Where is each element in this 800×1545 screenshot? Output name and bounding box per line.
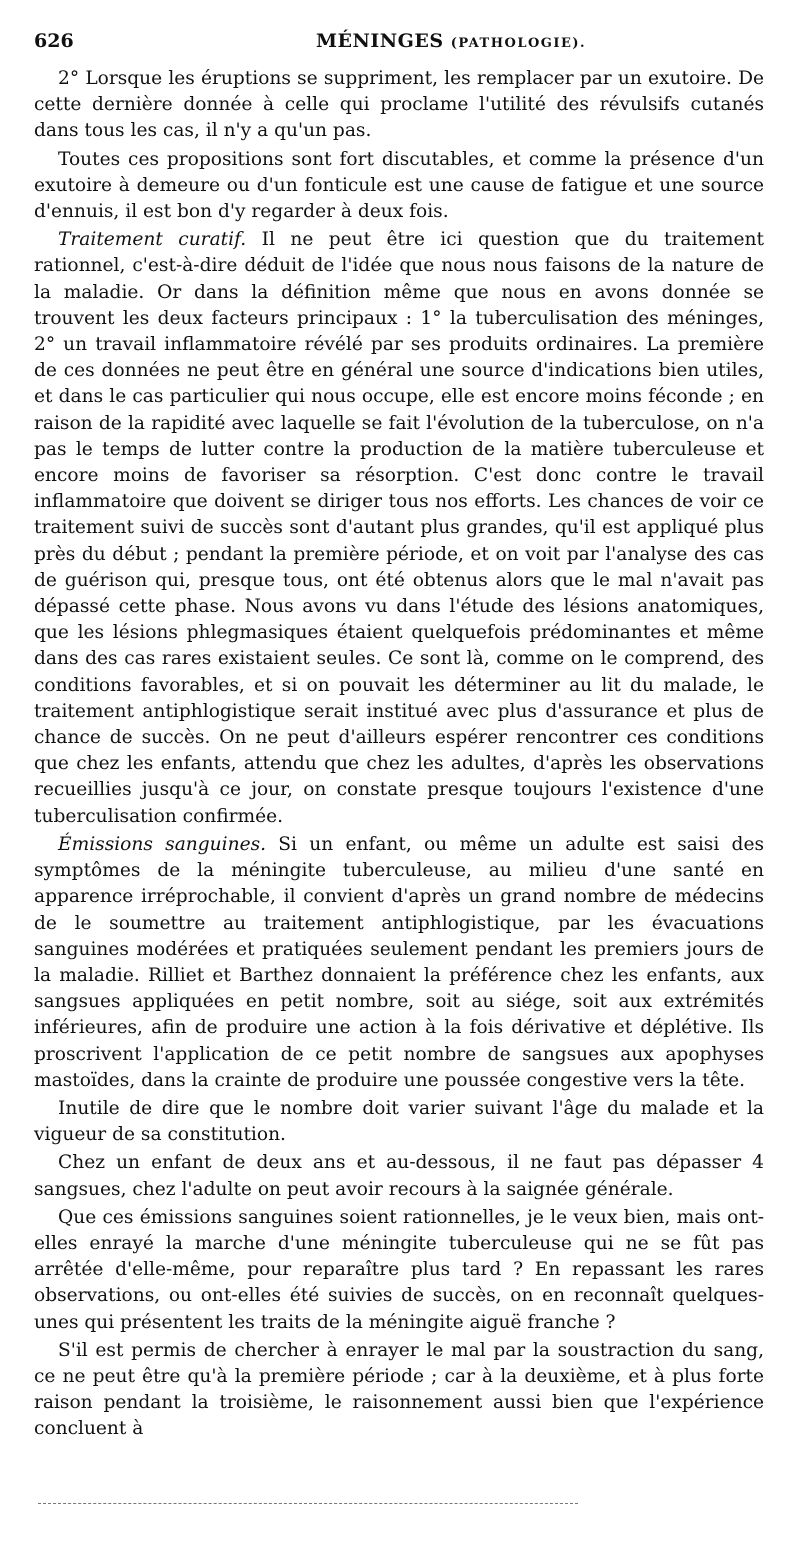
paragraph-text: Si un enfant, ou même un adulte est saisi des symptômes de la méningite tuberculeuse, au milieu d'une santé en apparence irréprochable, il convient d'après un grand nombre de médecins de le soumettre au traitement antiphlogistique, par les évacuations sanguines modérées et pratiquées seulement pendant les premiers jours de la maladie. Rilliet et Barthez donnaient la préférence chez les enfants, aux sangsues appliquées en petit nombre, soit au siége, soit aux extrémités inférieures, afin de produire une action à la fois dérivative et déplétive. Ils proscrivent l'application de ce petit nombre de sangsues aux apophyses mastoïdes, dans la crainte de produire une poussée congestive vers la tête. [34, 833, 764, 1091]
paragraph [34, 66, 764, 145]
running-head [316, 30, 586, 52]
paragraph-text: Que ces émissions sanguines soient rationnelles, je le veux bien, mais ont-elles enrayé la marche d'une méningite tuberculeuse qui ne se fût pas arrêtée d'elle-même, pour reparaître plus tard ? En repassant les rares observations, ou ont-elles été suivies de succès, on en reconnaît quelques-unes qui présentent les traits de la méningite aiguë franche ? [34, 1206, 764, 1333]
page-header [34, 30, 766, 60]
paragraph-text: S'il est permis de chercher à enrayer le mal par la soustraction du sang, ce ne peut être qu'à la première période ; car à la deuxième, et à plus forte raison pendant la troisième, le raisonnement aussi bien que l'expérience concluent à [34, 1339, 764, 1440]
paragraph-lead: Émissions sanguines. [58, 833, 267, 855]
running-head-subtitle: (PATHOLOGIE). [450, 36, 587, 51]
paragraph-text: Toutes ces propositions sont fort discutables, et comme la présence d'un exutoire à demeure ou d'un fonticule est une cause de fatigue et une source d'ennuis, il est bon d'y regarder à deux fois. [34, 148, 764, 223]
paragraph-text: 2° Lorsque les éruptions se suppriment, les remplacer par un exutoire. De cette dernière donnée à celle qui proclame l'utilité des révulsifs cutanés dans tous les cas, il n'y a qu'un pas. [34, 68, 764, 142]
paragraph [34, 227, 764, 830]
body-text [34, 66, 764, 1443]
footer-divider [38, 1503, 578, 1504]
paragraph [34, 147, 764, 226]
paragraph [34, 1205, 764, 1336]
paragraph [34, 1150, 764, 1202]
paragraph-text: Inutile de dire que le nombre doit varier suivant l'âge du malade et la vigueur de sa constitution. [34, 1097, 764, 1146]
paragraph-text: Il ne peut être ici question que du traitement rationnel, c'est-à-dire déduit de l'idée que nous nous faisons de la nature de la maladie. Or dans la définition même que nous en avons donnée se trouvent les deux facteurs principaux : 1° la tuberculisation des méninges, 2° un travail inflammatoire révélé par ses produits ordinaires. La première de ces données ne peut être en général une source d'indications bien utiles, et dans le cas particulier qui nous occupe, elle est encore moins féconde ; en raison de la rapidité avec laquelle se fait l'évolution de la tuberculose, on n'a pas le temps de lutter contre la production de la matière tuberculeuse et encore moins de favoriser sa résorption. C'est donc contre le travail inflammatoire que doivent se diriger tous nos efforts. Les chances de voir ce traitement suivi de succès sont d'autant plus grandes, qu'il est appliqué plus près du début ; pendant la première période, et on voit par l'analyse des cas de guérison qui, presque tous, ont été obtenus alors que le mal n'avait pas dépassé cette phase. Nous avons vu dans l'étude des lésions anatomiques, que les lésions phlegmasiques étaient quelquefois prédominantes et même dans des cas rares existaient seules. Ce sont là, comme on le comprend, des conditions favorables, et si on pouvait les déterminer au lit du malade, le traitement antiphlogistique serait institué avec plus d'assurance et plus de chance de succès. On ne peut d'ailleurs espérer rencontrer ces conditions que chez les enfants, attendu que chez les adultes, d'après les observations recueillies jusqu'à ce jour, on constate presque toujours l'existence d'une tuberculisation confirmée. [34, 229, 765, 827]
paragraph [34, 1096, 764, 1148]
paragraph-lead: Traitement curatif. [58, 229, 247, 251]
paragraph [34, 1338, 764, 1443]
paragraph [34, 832, 764, 1094]
running-head-title: MÉNINGES [316, 30, 444, 52]
page-number: 626 [34, 30, 74, 52]
paragraph-text: Chez un enfant de deux ans et au-dessous, il ne faut pas dépasser 4 sangsues, chez l'adulte on peut avoir recours à la saignée générale. [34, 1152, 764, 1200]
